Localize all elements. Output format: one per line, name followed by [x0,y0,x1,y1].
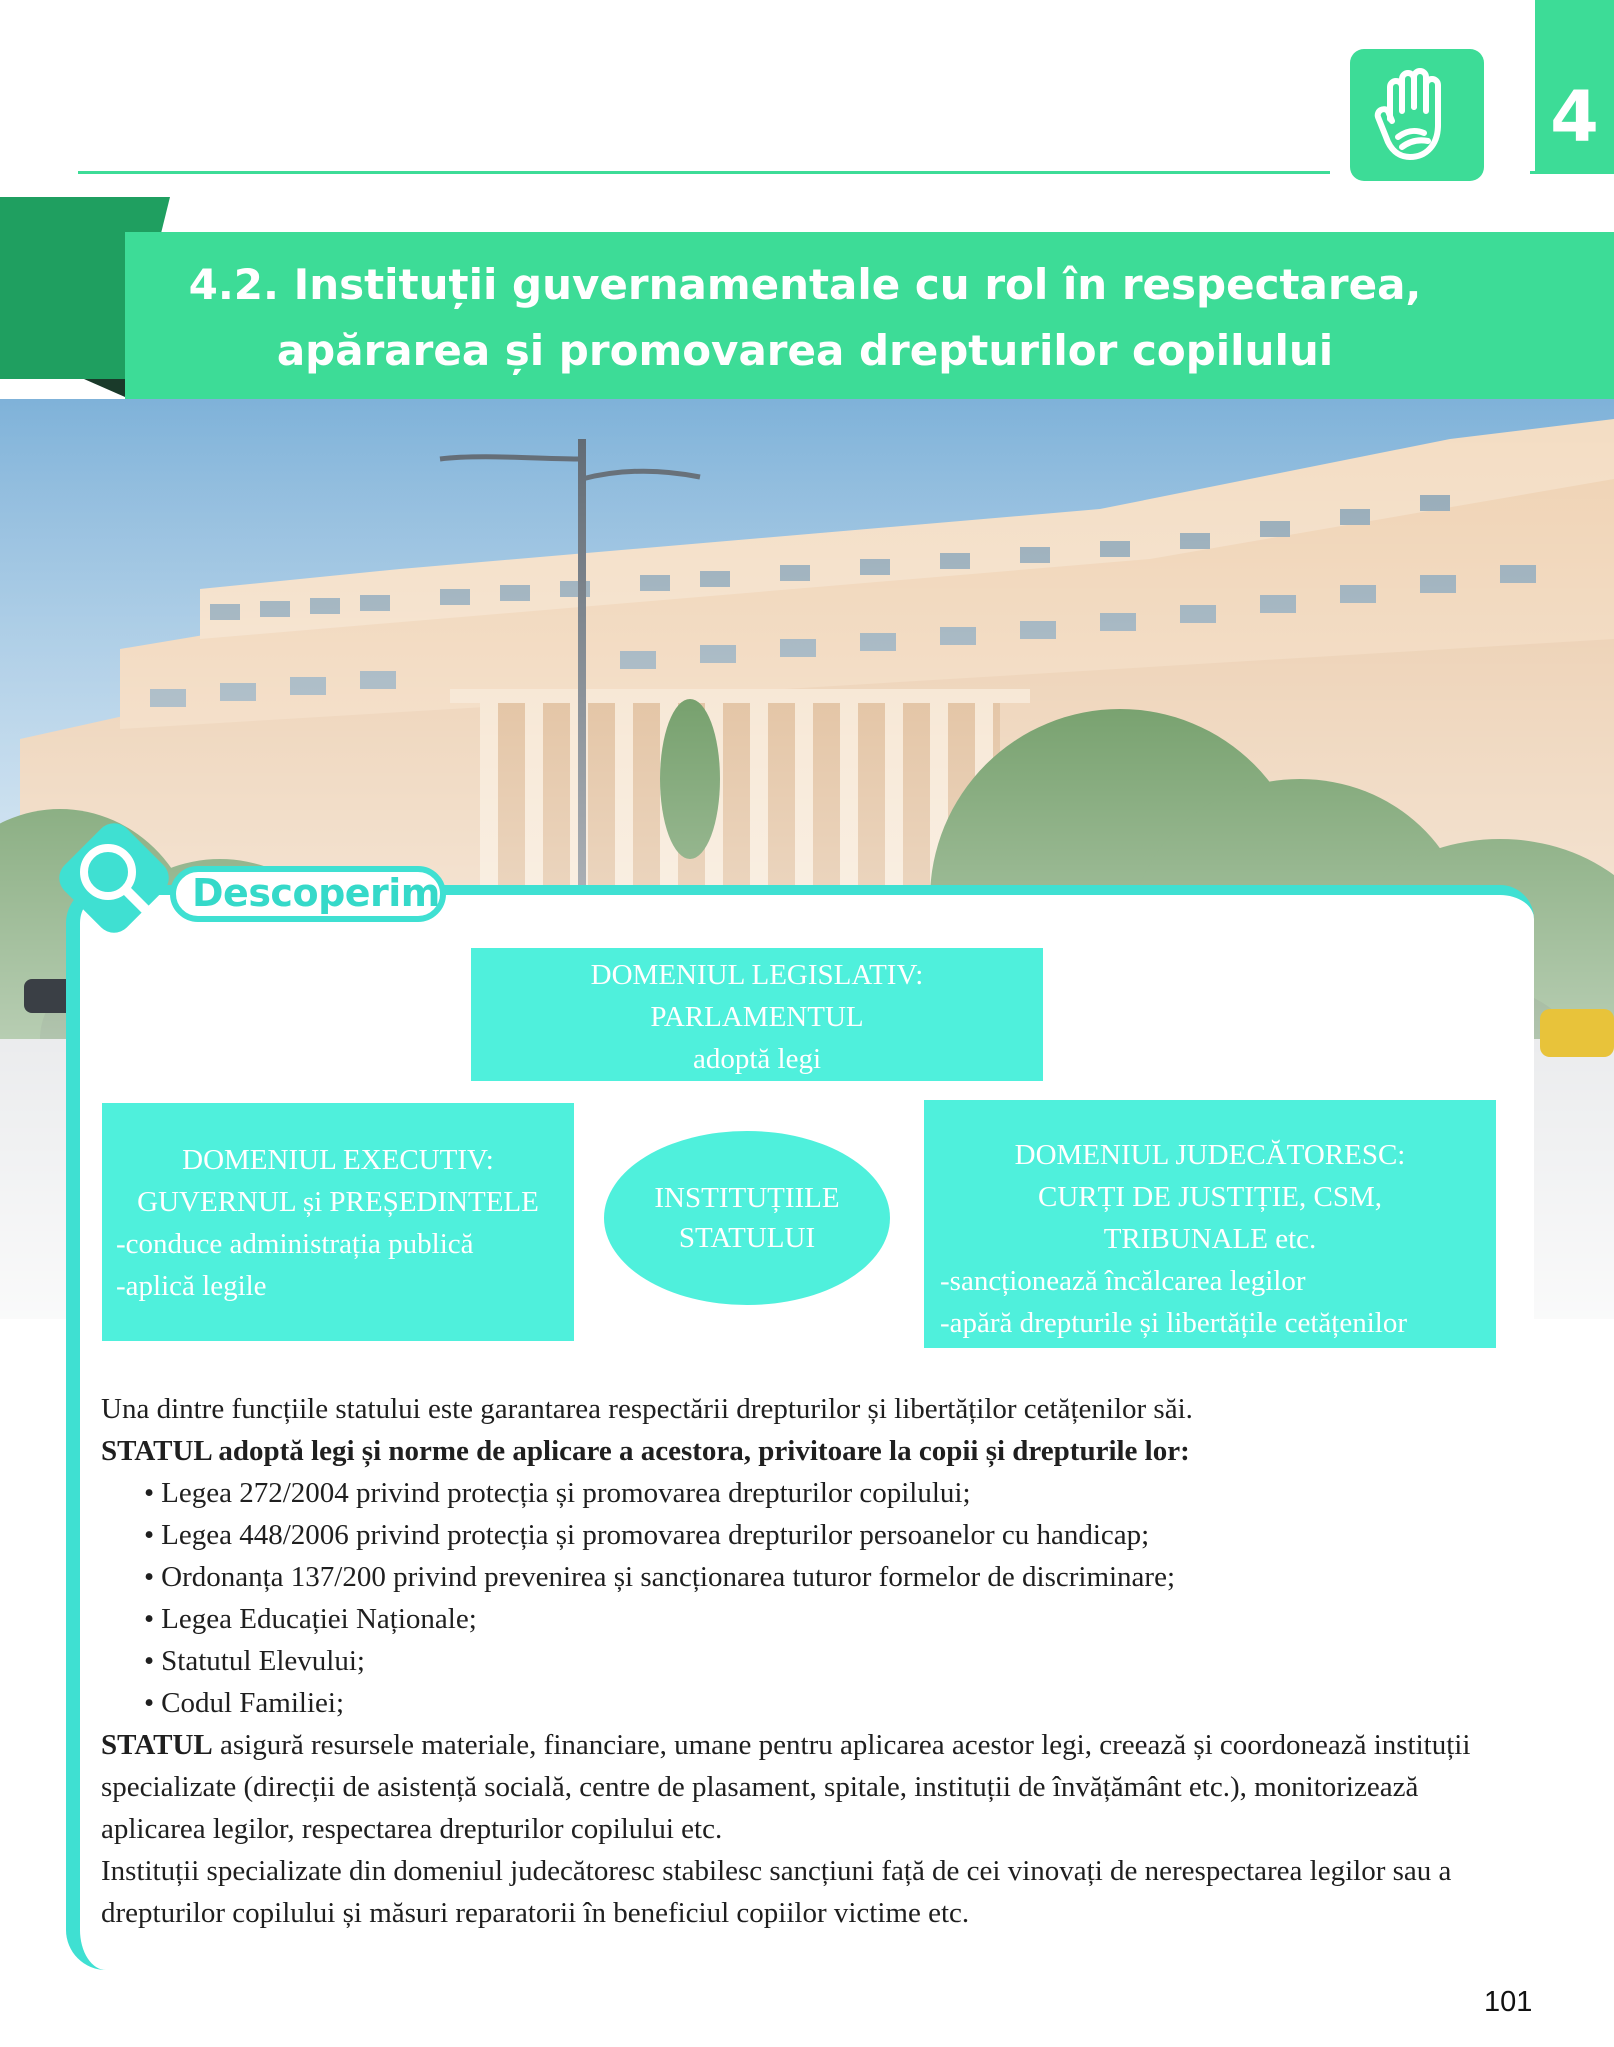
state-institutions-ellipse [604,1131,890,1305]
judicial-paragraph: Instituții specializate din domeniul judecătoresc stabilesc sancțiuni față de cei vinovați de nerespectarea legilor sau a drepturilor copilului și măsuri reparatorii în beneficiul copiilor victime etc. [101,1855,1452,1929]
resources-paragraph [101,1724,1501,1850]
laws-heading: STATUL adoptă legi și norme de aplicare a acestora, privitoare la copii și drepturile lor: [101,1435,1190,1467]
judicial-role-1: -sancționează încălcarea legilor [940,1265,1306,1297]
resources-lead: STATUL [101,1729,213,1761]
page-number: 101 [1484,1986,1533,2018]
list-item: • Legea 448/2006 privind protecția și promovarea drepturilor persoanelor cu handicap; [101,1514,1501,1556]
chapter-tab [1535,0,1614,171]
laws-list [101,1472,1501,1724]
list-item: • Codul Familiei; [101,1682,1501,1724]
executive-institution: GUVERNUL și PREȘEDINTELE [137,1186,539,1218]
lesson-title [155,252,1455,384]
lesson-title-line2: apărarea și promovarea drepturilor copilului [276,326,1334,375]
list-item: • Legea 272/2004 privind protecția și promovarea drepturilor copilului; [101,1472,1501,1514]
legislative-role: adoptă legi [692,1043,822,1075]
resources-text: asigură resursele materiale, financiare, umane pentru aplicarea acestor legi, creează și coordonează instituții specializate (direcții de asistență socială, centre de plasament, spitale, instituții de învățământ etc.), monitorizează aplicarea legilor, respectarea drepturilor copilului etc. [101,1729,1471,1845]
body-text [101,1388,1501,1934]
header-rule [78,171,1330,174]
executive-role-1: -conduce administrația publică [116,1228,474,1260]
header-rule-right [1530,171,1614,174]
discover-label: Descoperim [192,871,440,915]
ellipse-line1: INSTITUȚIILE [654,1182,840,1214]
judicial-institutions: CURȚI DE JUSTIȚIE, CSM, [1038,1181,1382,1213]
list-item: • Ordonanța 137/200 privind prevenirea și sancționarea tuturor formelor de discriminare; [101,1556,1501,1598]
judicial-box [924,1100,1496,1348]
executive-box [102,1103,574,1341]
chapter-icon-box [1350,49,1484,181]
hands-icon [1372,67,1462,163]
legislative-title: DOMENIUL LEGISLATIV: [590,959,924,991]
magnifier-badge [48,812,180,944]
intro-paragraph: Una dintre funcțiile statului este garantarea respectării drepturilor și libertăților cetățenilor săi. [101,1393,1193,1425]
lesson-title-line1: 4.2. Instituții guvernamentale cu rol în respectarea, [188,260,1422,309]
judicial-institutions-2: TRIBUNALE etc. [1103,1223,1317,1255]
executive-title: DOMENIUL EXECUTIV: [182,1144,494,1176]
list-item: • Legea Educației Naționale; [101,1598,1501,1640]
chapter-number: 4 [1550,76,1599,158]
legislative-institution: PARLAMENTUL [650,1001,864,1033]
ellipse-line2: STATULUI [678,1222,816,1254]
executive-role-2: -aplică legile [116,1270,267,1302]
legislative-box [471,948,1043,1081]
judicial-title: DOMENIUL JUDECĂTORESC: [1014,1139,1406,1171]
list-item: • Statutul Elevului; [101,1640,1501,1682]
judicial-role-2: -apără drepturile și libertățile cetățenilor [940,1307,1407,1339]
